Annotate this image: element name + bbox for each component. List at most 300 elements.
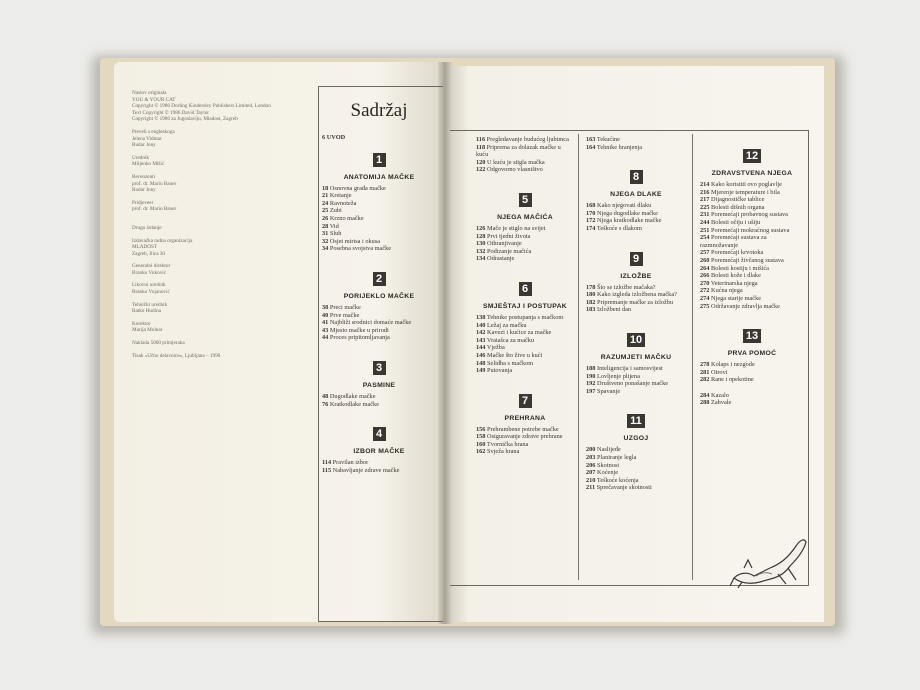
toc-chapter <box>700 146 804 318</box>
imprint-line: Jelena Vidmar <box>132 135 162 142</box>
chapter-title: SMJEŠTAJ I POSTUPAK <box>482 302 567 310</box>
toc-page-number: 38 <box>322 303 329 311</box>
toc-column-2 <box>476 136 574 464</box>
toc-page-number: 207 <box>586 469 596 477</box>
toc-entry-title: Njega starije mačke <box>709 294 762 302</box>
toc-entry-title: Kazalo <box>709 391 729 399</box>
toc-entry-title: Pravilan izbor <box>331 459 369 467</box>
chapter-number-badge: 11 <box>627 414 645 428</box>
toc-entry-title: Dijagnostičke tablice <box>709 196 765 204</box>
toc-entry <box>476 433 574 441</box>
toc-entry-title: Vid <box>328 222 339 230</box>
toc-page-number: 203 <box>586 453 596 461</box>
toc-chapter <box>586 330 686 403</box>
toc-entry <box>700 361 804 369</box>
imprint-line: Preveli s engleskoga <box>132 128 175 135</box>
toc-column-3 <box>586 136 686 500</box>
toc-entry <box>322 327 436 335</box>
toc-page-number: 190 <box>586 372 596 380</box>
toc-entry <box>586 306 686 314</box>
imprint-line: Izdavačka radna organizacija <box>132 237 193 244</box>
imprint-line: Rudar Jony <box>132 142 156 149</box>
imprint-line: Naslov originala <box>132 90 167 96</box>
imprint-line: YOU & YOUR CAT <box>132 96 176 103</box>
toc-entry <box>586 291 686 299</box>
toc-entry <box>476 329 574 337</box>
toc-entry-title: Nabavljanje zdrave mačke <box>331 466 400 474</box>
toc-entry-title: Odrastanje <box>485 255 515 263</box>
toc-page-number: 120 <box>476 158 486 166</box>
toc-entry-title: Sluh <box>328 230 342 238</box>
toc-page-number: 211 <box>586 484 596 492</box>
toc-entry <box>586 388 686 396</box>
toc-entry-title: Vježba <box>485 344 505 352</box>
toc-entry-title: Othranjivanje <box>485 240 522 248</box>
toc-entry <box>476 166 574 174</box>
toc-page-number: 182 <box>586 298 596 306</box>
toc-entry <box>586 136 686 144</box>
chapter-number-badge: 9 <box>630 252 643 266</box>
toc-entry-title: Prehrambene potrebe mačke <box>485 425 559 433</box>
toc-page-number: 140 <box>476 321 486 329</box>
toc-page-number: 168 <box>586 202 596 210</box>
toc-page-number: 44 <box>322 334 329 342</box>
toc-entry <box>322 207 436 215</box>
toc-entry-title: Kako izgleda izložbena mačka? <box>595 291 677 299</box>
toc-entry-title: Što se izložbe mačaka? <box>595 283 656 291</box>
chapter-title: ZDRAVSTVENA NJEGA <box>711 170 793 177</box>
toc-entry-title: Mačke što žive u kući <box>485 351 543 359</box>
toc-page-number: 132 <box>476 247 486 255</box>
toc-entry <box>700 189 804 197</box>
toc-entry-title: Njega kratkodlake mačke <box>595 217 662 225</box>
toc-entry <box>476 233 574 241</box>
chapter-title: IZLOŽBE <box>620 272 652 280</box>
imprint-line: Urednik <box>132 154 149 161</box>
toc-entry <box>476 360 574 368</box>
toc-page-number: 128 <box>476 232 486 240</box>
cat-illustration <box>730 528 808 588</box>
chapter-title: PASMINE <box>362 381 396 389</box>
toc-entry <box>322 459 436 467</box>
toc-entry-title: Poremećaji probavnog sustava <box>709 211 788 219</box>
toc-entry <box>586 446 686 454</box>
toc-chapter <box>476 279 574 383</box>
toc-page-number: 272 <box>700 287 710 295</box>
toc-entry-title: Tehnike hranjenja <box>595 143 643 151</box>
toc-entry-title: Kavezi i kućice za mačke <box>485 329 552 337</box>
toc-entry-title: Posebna svojstva mačke <box>328 245 392 253</box>
toc-entry <box>586 477 686 485</box>
toc-page-number: 156 <box>476 425 486 433</box>
toc-chapter <box>322 150 436 261</box>
toc-page-number: 214 <box>700 181 710 188</box>
toc-entry <box>586 462 686 470</box>
toc-entry <box>476 448 574 456</box>
toc-page-number: 183 <box>586 306 596 314</box>
toc-page-number: 270 <box>700 279 710 287</box>
toc-chapter <box>586 411 686 500</box>
toc-page-number: 284 <box>700 391 710 399</box>
toc-entry-title: Najbliži srodnici domaće mačke <box>328 319 412 327</box>
toc-entry <box>476 144 574 159</box>
toc-page-number: 282 <box>700 376 710 384</box>
imprint-line: Marija Molnar <box>132 327 163 334</box>
toc-entry <box>322 467 436 475</box>
toc-entry <box>586 454 686 462</box>
chapter-title: IZBOR MAČKE <box>353 448 405 456</box>
toc-page-number: 26 <box>322 214 329 222</box>
toc-entry <box>322 185 436 193</box>
toc-entry <box>586 469 686 477</box>
chapter-title: RAZUMJETI MAČKU <box>600 353 672 361</box>
toc-entry <box>700 287 804 295</box>
toc-entry <box>700 265 804 273</box>
toc-entry-title: Poremećaji krvotoka <box>709 249 764 257</box>
toc-page-number: 158 <box>476 433 486 441</box>
toc-entry-title: Proces pripitomljavanja <box>328 334 390 342</box>
toc-page-number: 266 <box>700 272 710 280</box>
toc-entry <box>322 334 436 342</box>
toc-entry <box>586 284 686 292</box>
toc-chapter <box>586 249 686 322</box>
chapter-title: ANATOMIJA MAČKE <box>343 173 415 181</box>
toc-entry <box>700 249 804 257</box>
toc-page-number: 115 <box>322 466 332 474</box>
toc-page-number: 148 <box>476 359 486 367</box>
toc-entry-title: Mjesto mačke u prirodi <box>328 326 389 334</box>
toc-entry-title: Bolesti očiju i ušiju <box>709 218 761 226</box>
toc-page-number: 116 <box>476 136 486 143</box>
toc-entry-title: Kretanje <box>328 192 352 200</box>
imprint-line: Text Copyright © 1986 David Taylor <box>132 109 210 116</box>
toc-entry <box>700 234 804 249</box>
toc-page-number: 164 <box>586 143 596 151</box>
toc-chapter <box>586 167 686 240</box>
toc-entry <box>700 181 804 189</box>
toc-page-number: 192 <box>586 380 596 388</box>
toc-entry-title: Poremećaji živčanog sustava <box>709 256 784 264</box>
toc-entry-title: Održavanje zdravlja mačke <box>709 302 780 310</box>
chapter-number-badge: 8 <box>630 170 643 184</box>
toc-entry <box>322 245 436 253</box>
toc-entry-title: Kolaps i nezgode <box>709 361 755 369</box>
toc-chapter <box>322 424 436 482</box>
toc-page-number: 21 <box>322 192 329 200</box>
toc-entry <box>586 210 686 218</box>
chapter-number-badge: 1 <box>373 153 386 167</box>
toc-entry <box>322 238 436 246</box>
toc-entry-title: Pripremanje mačke za izložbu <box>595 298 674 306</box>
toc-page-number: 170 <box>586 209 596 217</box>
toc-entry-title: Osiguravanje zdrave prehrane <box>485 433 563 441</box>
toc-page-number: 180 <box>586 291 596 299</box>
toc-entry <box>476 367 574 375</box>
toc-page-number: 32 <box>322 237 329 245</box>
toc-entry-title: Veterinarska njega <box>709 279 758 287</box>
imprint-line: Branko Vuković <box>132 269 167 276</box>
toc-entry <box>586 217 686 225</box>
intro-entry: 6 UVOD <box>322 134 346 141</box>
chapter-number-badge: 5 <box>519 193 532 207</box>
toc-entry-title: Mjerenje temperature i bila <box>709 188 780 196</box>
toc-entry <box>322 401 436 409</box>
toc-chapter <box>476 391 574 464</box>
toc-entry <box>322 304 436 312</box>
toc-entry <box>700 369 804 377</box>
toc-entry <box>322 393 436 401</box>
toc-entry-title: Kako koristiti ovo poglavlje <box>709 181 782 188</box>
imprint-line: prof. dr. Mario Bauer <box>132 206 177 213</box>
toc-entry <box>322 223 436 231</box>
toc-entry-title: Tehnike postupanja s mačkom <box>485 313 564 321</box>
imprint-line: Copyright © 1986 za Jugoslaviju, Mladost, Zagreb <box>132 116 238 123</box>
toc-entry <box>586 144 686 152</box>
toc-page-number: 142 <box>476 329 486 337</box>
toc-entry <box>476 136 574 144</box>
imprint-line: Ratko Hudina <box>132 308 161 315</box>
toc-entry-title: Sprečavanje skotnosti <box>595 484 652 492</box>
chapter-title: PREHRANA <box>504 414 546 422</box>
chapter-title: PORIJEKLO MAČKE <box>343 292 415 300</box>
imprint-line: Pridjeveer <box>132 199 154 206</box>
toc-page-number: 28 <box>322 222 329 230</box>
toc-entry <box>700 257 804 265</box>
toc-entry-title: Njega dugodlake mačke <box>595 209 658 217</box>
toc-column-1 <box>322 86 436 482</box>
toc-entry-title: Tekućine <box>595 136 620 143</box>
toc-entry-title: Inteligencija i samosvijest <box>595 364 663 372</box>
toc-entry-title: Odgovorno vlasništvo <box>485 166 543 174</box>
toc-entry-title: Ravnoteža <box>328 199 357 207</box>
toc-page-number: 251 <box>700 226 710 234</box>
toc-page-number: 260 <box>700 256 710 264</box>
toc-page-number: 210 <box>586 476 596 484</box>
toc-entry-title: U kuću je stigla mačka <box>485 158 545 166</box>
toc-page-number: 143 <box>476 336 486 344</box>
toc-entry <box>586 225 686 233</box>
toc-page-number: 274 <box>700 294 710 302</box>
toc-page-number: 48 <box>322 392 329 400</box>
toc-entry <box>322 200 436 208</box>
toc-entry <box>700 211 804 219</box>
toc-page-number: 43 <box>322 326 329 334</box>
toc-entry <box>476 322 574 330</box>
toc-page-number: 206 <box>586 461 596 469</box>
toc-entry <box>700 272 804 280</box>
imprint-line: Rudar Jony <box>132 187 156 194</box>
imprint-line: Naklada 5000 primjeraka <box>132 340 185 347</box>
toc-page-number: 172 <box>586 217 596 225</box>
toc-entry-title: Poremećaji sustava za razmnožavanje <box>700 234 767 249</box>
toc-entry <box>586 380 686 388</box>
toc-entry-title: Izložbeni dan <box>595 306 632 314</box>
toc-entry-title: Priprema za dolazak mačke u kuću <box>476 143 561 159</box>
chapter-title: NJEGA MAČIĆA <box>497 213 553 221</box>
toc-entry <box>476 248 574 256</box>
toc-page-number: 278 <box>700 361 710 369</box>
toc-entry <box>586 484 686 492</box>
toc-entry-title: Putovanja <box>485 367 513 375</box>
toc-entry-title: Krzno mačke <box>328 214 364 222</box>
toc-entry <box>476 344 574 352</box>
toc-entry <box>700 303 804 311</box>
toc-page-number: 197 <box>586 387 596 395</box>
column-divider <box>692 134 693 580</box>
toc-entry-title: Teškoće s dlakom <box>595 224 642 232</box>
imprint-line: Drugo izdanje <box>132 224 162 231</box>
toc-entry <box>322 312 436 320</box>
toc-entry <box>322 230 436 238</box>
toc-entry <box>586 299 686 307</box>
toc-entry-title: Tvornička hrana <box>485 440 529 448</box>
toc-entry <box>586 365 686 373</box>
toc-entry <box>476 441 574 449</box>
toc-entry <box>700 196 804 204</box>
column-divider <box>578 134 579 580</box>
toc-entry-title: Podizanje mačića <box>485 247 532 255</box>
toc-page-number: 174 <box>586 224 596 232</box>
toc-entry-title: Poremećaji mokraćnog sustava <box>709 226 790 234</box>
toc-entry <box>700 219 804 227</box>
toc-entry <box>700 227 804 235</box>
toc-page-number: 200 <box>586 446 596 454</box>
toc-page-number: 126 <box>476 224 486 232</box>
toc-entry <box>586 202 686 210</box>
chapter-title: UZGOJ <box>623 435 649 443</box>
toc-page-number: 118 <box>476 143 486 151</box>
toc-entry-title: Skotnost <box>595 461 620 469</box>
toc-page-number: 76 <box>322 400 329 408</box>
toc-entry-title: Lovljenje plijena <box>595 372 640 380</box>
chapter-number-badge: 4 <box>373 427 386 441</box>
chapter-number-badge: 2 <box>373 272 386 286</box>
toc-entry-title: Pregledavanje budućeg ljubimca <box>485 136 569 143</box>
chapter-number-badge: 10 <box>627 333 645 347</box>
toc-page-number: 178 <box>586 283 596 291</box>
toc-entry <box>322 215 436 223</box>
imprint-line: Korektor <box>132 320 151 327</box>
chapter-number-badge: 12 <box>743 149 761 163</box>
toc-entry-title: Vratašca za mačku <box>485 336 535 344</box>
toc-page-number: 254 <box>700 234 710 242</box>
toc-entry <box>700 392 804 400</box>
toc-entry-title: Naslijeđe <box>595 446 621 454</box>
toc-entry <box>700 204 804 212</box>
toc-entry <box>476 337 574 345</box>
imprint-line: Branko Vujanović <box>132 289 170 296</box>
toc-entry-title: Bolesti kože i dlake <box>709 272 761 280</box>
toc-entry-title: Svježa hrana <box>485 448 520 456</box>
toc-page-number: 31 <box>322 230 329 238</box>
toc-entry-title: Osjet mirisa i okusa <box>328 237 381 245</box>
toc-chapter <box>322 269 436 350</box>
toc-entry-title: Kućna njega <box>709 287 743 295</box>
toc-entry-title: Kratkodlake mačke <box>328 400 379 408</box>
toc-entry-title: Bolesti dišnih organa <box>709 203 765 211</box>
toc-entry-title: Prvi tjedni života <box>485 232 531 240</box>
imprint-block <box>132 90 302 359</box>
toc-title: Sadržaj <box>350 100 408 121</box>
toc-entry <box>700 376 804 384</box>
toc-entry-title: Osnovna građa mačke <box>328 184 386 192</box>
toc-page-number: 40 <box>322 311 329 319</box>
toc-entry-title: Zubi <box>328 207 342 215</box>
toc-page-number: 275 <box>700 302 710 310</box>
imprint-line: Likovni urednik <box>132 282 166 289</box>
toc-entry <box>700 399 804 407</box>
toc-entry-title: Ležaj za mačku <box>485 321 527 329</box>
imprint-line: Zagreb, Ilica 30 <box>132 250 165 257</box>
toc-page-number: 146 <box>476 351 486 359</box>
toc-entry-title: Spavanje <box>595 387 621 395</box>
toc-entry <box>700 280 804 288</box>
chapter-number-badge: 3 <box>373 361 386 375</box>
toc-column-4 <box>700 138 804 407</box>
toc-entry <box>476 352 574 360</box>
toc-page-number: 24 <box>322 199 329 207</box>
toc-page-number: 216 <box>700 188 710 196</box>
toc-chapter <box>322 358 436 416</box>
toc-entry-title: Prve mačke <box>328 311 360 319</box>
toc-entry <box>700 295 804 303</box>
toc-entry <box>476 240 574 248</box>
chapter-title: NJEGA DLAKE <box>610 191 662 199</box>
chapter-number-badge: 13 <box>743 329 761 343</box>
toc-entry <box>476 426 574 434</box>
toc-page-number: 257 <box>700 249 710 257</box>
toc-page-number: 217 <box>700 196 710 204</box>
toc-page-number: 163 <box>586 136 596 143</box>
toc-entry <box>322 192 436 200</box>
imprint-line: Recenzenti <box>132 173 156 180</box>
imprint-line: Tehnički urednik <box>132 301 168 308</box>
toc-chapter <box>476 190 574 271</box>
toc-page-number: 18 <box>322 184 329 192</box>
toc-page-number: 162 <box>476 448 486 456</box>
toc-page-number: 134 <box>476 255 486 263</box>
toc-page-number: 122 <box>476 166 486 174</box>
toc-page-number: 231 <box>700 211 710 219</box>
toc-entry-title: Zahvale <box>709 399 732 407</box>
toc-entry-title: Rane i opekotine <box>709 376 754 384</box>
imprint-line: Generalni direktor <box>132 263 171 270</box>
toc-page-number: 149 <box>476 367 486 375</box>
imprint-line: Tisak «Učno delavnice», Ljubljana – 1990 <box>132 352 221 359</box>
toc-entry-title: Selidba s mačkom <box>485 359 534 367</box>
toc-page-number: 188 <box>586 364 596 372</box>
toc-entry-title: Dugodlake mačke <box>328 392 376 400</box>
toc-page-number: 160 <box>476 440 486 448</box>
imprint-line: prof. dr. Mario Bauer <box>132 180 177 187</box>
toc-entry-title: Otrovi <box>709 368 728 376</box>
toc-entry-title: Planiranje legla <box>595 453 637 461</box>
toc-entry-title: Bolesti kostiju i mišića <box>709 264 769 272</box>
toc-chapter <box>700 326 804 392</box>
chapter-title: PRVA POMOĆ <box>727 350 777 358</box>
chapter-number-badge: 7 <box>519 394 532 408</box>
toc-page-number: 130 <box>476 240 486 248</box>
toc-entry-title: Koćenje <box>595 469 619 477</box>
toc-page-number: 264 <box>700 264 710 272</box>
toc-page-number: 34 <box>322 245 329 253</box>
toc-page-number: 225 <box>700 203 710 211</box>
toc-entry-title: Mače je stiglo na svijet <box>485 224 546 232</box>
toc-entry <box>476 255 574 263</box>
toc-entry-title: Kako njegovati dlaku <box>595 202 652 210</box>
toc-page-number: 114 <box>322 459 332 467</box>
chapter-number-badge: 6 <box>519 282 532 296</box>
